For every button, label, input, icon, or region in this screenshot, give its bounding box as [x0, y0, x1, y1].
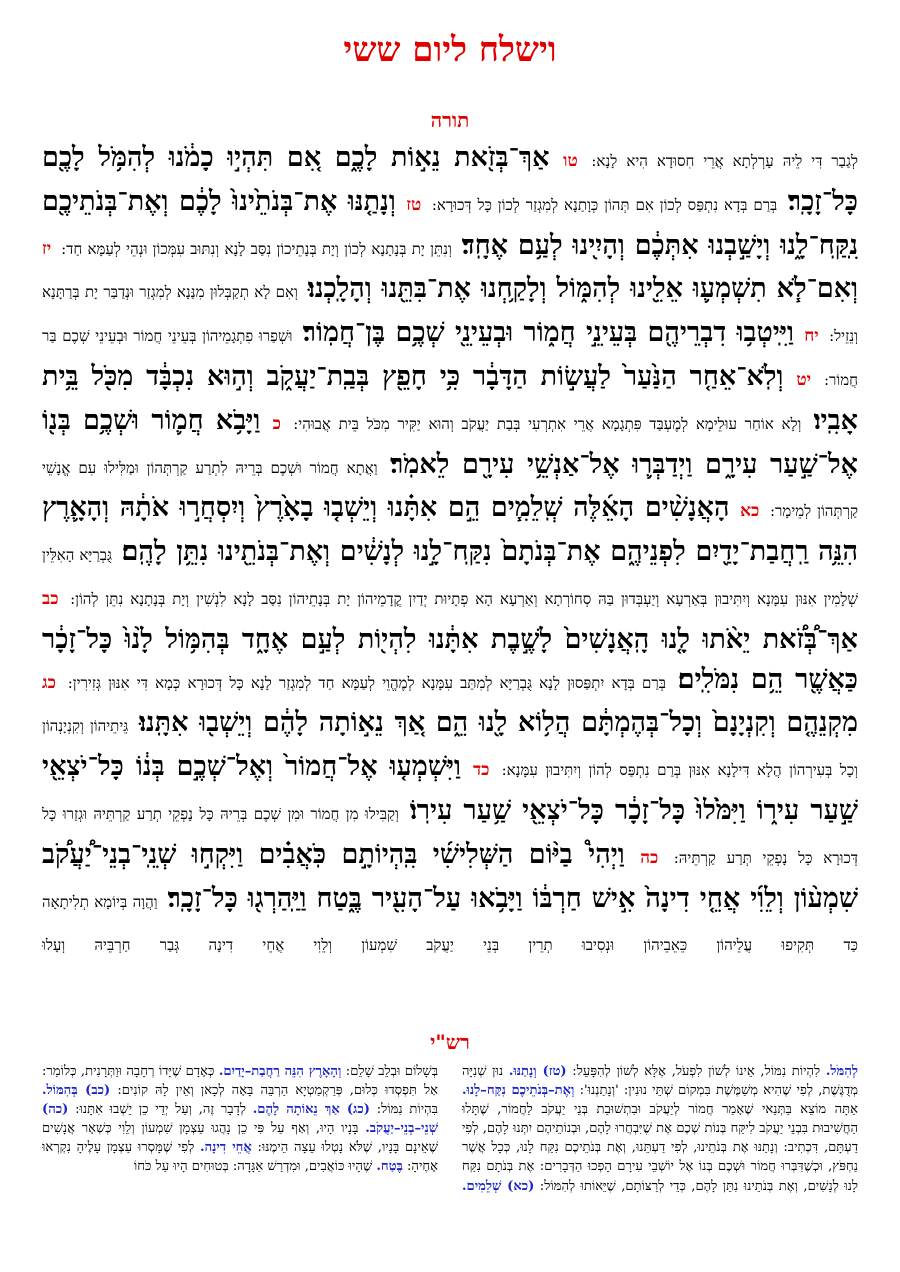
targum-text: וְלָא אוֹחַר עוּלֵימָא לְמֶעְבַּד פִּתְגָמָא אֲרֵי אִתְרְעִי בְּבַת יַעֲקֹב וְהוּא יַקִּיר מִכֹּל בֵּית אֲבוּהִי:: [293, 414, 802, 433]
rashi-dibur-hamatchil: וְהָאָרֶץ הִנֵּה רַחֲבַת–יָדַיִם.: [218, 1064, 342, 1079]
targum-text: וַאֲתָא חֲמוֹר וּשְׁכֶם בְּרֵיהּ לִתְרַע קַרְתְּהוֹן וּמַלִּילוּ עִם אֱנָשֵׁי קַרְתְּהוֹן לְמֵימָר:: [42, 458, 858, 521]
page-title: וישלח ליום ששי: [343, 30, 557, 70]
rashi-dibur-hamatchil: אֲחֵי דִינָה.: [200, 1140, 252, 1156]
targum-text: בְּרַם בְּדָא יִתְפַּסוּן לָנָא גֻּבְרַיָּא לְמִתַּב עִמָּנָא לְמֶהֱוֵי לְעַמָּא חַד לְמִגְזַר לָנָא כָּל דְּכוּרָא כְּמָא דִּי אִנּוּן גְּזִירִין:: [67, 673, 667, 692]
rashi-body-text: לְפִי שֶׁמָּסְרוּ עַצְמָן עָלֶיהָ נִקְרְאוּ אָחֶיהָ:: [42, 1140, 438, 1175]
torah-text: [42, 138, 858, 966]
verse-number: טו: [563, 151, 578, 171]
rashi-dibur-hamatchil: וְאֶת–בְּנֹתֵיכֶם נִקַּח–לָנוּ.: [462, 1083, 575, 1099]
verse-text: וַיְהִי֩ בַיּ֨וֹם הַשְּׁלִישִׁ֜י בִּֽהְיוֹתָ֣ם כֹּֽאֲבִ֗ים וַיִּקְח֣וּ שְׁנֵֽי־בְנֵי־יַ֠עֲקֹ֠ב שִׁמְע֨וֹן וְלֵוִ֜י אֲחֵ֤י דִינָה֙ אִ֣ישׁ חַרְבּ֔וֹ וַיָּבֹ֥אוּ עַל־הָעִ֖יר בֶּ֑טַח וַיַּֽהַרְג֖וּ כָּל־זָכָֽר׃: [42, 838, 858, 914]
rashi-dibur-hamatchil: לְהִמֹּל.: [825, 1064, 858, 1079]
rashi-body-text: נוּן שְׁנִיָּה מְדֻגֶּשֶׁת, לְפִי שֶׁהִיא מְשַׁמֶּשֶׁת בִּמְקוֹם שְׁתֵּי נוּנִין: 'וְנָתַנְנוּ':: [462, 1064, 858, 1099]
verse-text: אַךְ־בְּזֹ֖את נֵא֣וֹת לָכֶ֑ם אִ֚ם תִּהְי֣וּ כָמֹ֔נוּ לְהִמֹּ֥ל לָכֶ֖ם כָּל־זָכָֽר׃: [42, 142, 858, 217]
rashi-dibur-hamatchil: (כא) שְׁלֵמִים.: [462, 1178, 535, 1194]
rashi-dibur-hamatchil: בֶּטַח.: [376, 1159, 403, 1175]
rashi-body-text: שֶׁהָיוּ כּוֹאֲבִים, וּמִדְרַשׁ אַגָּדָה: בְּטוּחִים הָיוּ עַל כֹּחוֹ: [133, 1159, 373, 1175]
verse-text: וַיָּבֹ֥א חֲמ֛וֹר וּשְׁכֶ֥ם בְּנ֖וֹ אֶל־שַׁ֣עַר עִירָ֑ם וַיְדַבְּר֛וּ אֶל־אַנְשֵׁ֥י עִירָ֖ם לֵאמֹֽר׃: [42, 404, 858, 480]
targum-text: וּשְׁפַרוּ פִתְגָמֵיהוֹן בְּעֵינֵי חֲמוֹר וּבְעֵינֵי שְׁכֶם בַּר חֲמוֹר:: [42, 327, 858, 389]
targum-text: וַהֲוָה בְּיוֹמָא תְלִיתָאָה כַּד תְּקִיפוּ עֲלֵיהוֹן כֵּאֵבֵיהוֹן וּנְסִיבוּ תְרֵין בְּנֵי יַעֲקֹב שִׁמְעוֹן וְלֵוִי אֲחֵי דִינָה גְּבַר חַרְבֵּיהּ וְעָלוּ: [42, 892, 858, 955]
targum-text: גֻּבְרַיָּא הָאִלֵּין שְׁלָמִין אִנּוּן עִמָּנָא וְיִתִּיבוּן בְּאַרְעָא וְיַעְבְּדוּן בַּהּ סְחוֹרְתָא וְאַרְעָא הָא פְתָיוּת יְדַיִן קֳדָמֵיהוֹן יָת בְּנָתֵיהוֹן נִסַּב לָנָא לִנְשִׁין וְיָת בְּנָתָנָא נִתֵּן לְהוֹן:: [42, 546, 858, 608]
targum-text: בְּרַם בְּדָא נִתְפַּס לְכוֹן אִם תְּהוֹן כְּוָתַנָא לְמִגְזַר לְכוֹן כָּל דְּכוּרָא:: [431, 195, 778, 214]
rashi-dibur-hamatchil: (כב) בְּהִמּוֹל.: [42, 1083, 111, 1099]
torah-heading: תורה: [430, 108, 470, 132]
verse-text: אַךְ־בְּ֠זֹ֠את יֵאֹ֨תוּ לָ֤נוּ הָֽאֲנָשִׁים֙ לָשֶׁ֣בֶת אִתָּ֔נוּ לִהְי֖וֹת לְעַ֣ם אֶחָ֑ד בְּהִמּ֥וֹל לָ֙נוּ֙ כָּל־זָכָ֔ר כַּאֲשֶׁ֖ר הֵ֥ם נִמֹּלִֽים׃: [42, 623, 858, 695]
targum-text: וְאִם לָא תְקַבְּלוּן מִנַּנָא לְמִגְזַר וּנְדַבַּר יָת בְּרַתָּנָא וְנֵזֵיל:: [42, 283, 859, 346]
rashi-dibur-hamatchil: (כג) אַךְ נֵאוֹתָה לָהֶם.: [252, 1102, 370, 1118]
targum-text: לְגַבַר דִּי לֵיהּ עָרְלְתָא אֲרֵי חִסוּדָא הִיא לָנָא:: [591, 152, 858, 170]
rashi-commentary: [42, 1062, 858, 1257]
verse-number: כד: [473, 760, 490, 781]
verse-text: וַיִּֽיטְב֥וּ דִבְרֵיהֶ֖ם בְּעֵינֵ֣י חֲמ֑וֹר וּבְעֵינֵ֖י שְׁכֶ֥ם בֶּן־חֲמֽוֹר׃: [302, 317, 794, 349]
verse-number: יז: [42, 238, 52, 259]
rashi-body-text: לְדָבָר זֶה, וְעַל יְדֵי כֵן יֵשְׁבוּ אִתָּנוּ:: [75, 1102, 246, 1118]
rashi-body-text: כְּאָדָם שֶׁיָּדוֹ רְחָבָה וּוַתְּרָנִית, כְּלוֹמַר: אַל תִּפְסְדוּ כְּלוּם, פְּרַקְמַטְיָא הַרְבֵּה בָּאָה לְכָאן וְאֵין לָהּ קוֹנִים:: [42, 1064, 439, 1099]
rashi-dibur-hamatchil: (כה) שְׁנֵי–בְנֵי–יַעֲקֹב.: [42, 1102, 438, 1137]
verse-text: וְאִם־לֹ֧א תִשְׁמְע֛וּ אֵלֵ֖ינוּ לְהִמּ֑וֹל וְלָקַ֥חְנוּ אֶת־בִּתֵּ֖נוּ וְהָלָֽכְנוּ׃: [307, 273, 859, 305]
verse-text: וַיִּשְׁמְע֤וּ אֶל־חֲמוֹר֙ וְאֶל־שְׁכֶ֣ם בְּנ֔וֹ כָּל־יֹצְאֵ֖י שַׁ֣עַר עִיר֑וֹ וַיִּמֹּ֙לוּ֙ כָּל־זָכָ֔ר כָּל־יֹצְאֵ֖י שַׁ֥עַר עִירֽוֹ׃: [42, 751, 858, 826]
rashi-body-text: אַתָּה מוֹצֵא בַּתְּנַאי שֶׁאָמַר חֲמוֹר לְיַעֲקֹב וּבִתְשׁוּבַת בְּנֵי יַעֲקֹב לַחֲמוֹר, שֶׁתָּלוּ הַחֲשִׁיבוּת בִּבְנֵי יַעֲקֹב לִיקַּח בְּנוֹת שְׁכֶם אֶת שֶׁיִּבְחֲרוּ לָהֶם, וּבְנוֹתֵיהֶם יִתְּנוּ לָהֶם, לְפִי דַעְתָּם, דִּכְתִיב: וְנָתַנּוּ אֶת בְּנֹתֵינוּ, לְפִי דַעְתֵּנוּ, וְאֶת בְּנֹתֵיכֶם נִקַּח לָנוּ, כְּכָל אֲשֶׁר נַחְפֹּץ, וּכְשֶׁדִּבְּרוּ חֲמוֹר וּשְׁכֶם בְּנוֹ אֶל יוֹשְׁבֵי עִירָם הָפְכוּ הַדְּבָרִים: אֶת בְּנֹתָם נִקַּח לָנוּ לְנָשִׁים, וְאֶת בְּנֹתֵינוּ נִתֵּן לָהֶם, כְּדֵי לְרַצּוֹתָם, שֶׁיֵּאוֹתוּ לְהִמּוֹל:: [462, 1102, 858, 1194]
verse-number: כ: [272, 413, 281, 434]
targum-text: וְנִתֵּן יָת בְּנָתָנָא לְכוֹן וְיָת בְּנָתֵיכוֹן נִסַּב לָנָא וְנִתּוּב עִמְּכוֹן וּנְהֵי לְעַמָּא חַד:: [61, 239, 452, 258]
verse-text: וְלֹֽא־אֵחַ֤ר הַנַּ֙עַר֙ לַעֲשׂ֣וֹת הַדָּבָ֔ר כִּ֥י חָפֵ֖ץ בְּבַֽת־יַעֲקֹ֑ב וְה֣וּא נִכְבָּ֔ד מִכֹּ֖ל בֵּ֥ית אָבִֽיו׃: [42, 360, 858, 436]
rashi-dibur-hamatchil: (טז) וְנָתַנּוּ.: [508, 1064, 567, 1079]
targum-text: גֵּיתֵיהוֹן וְקִנְיָנְהוֹן וְכָל בְּעִירְהוֹן הֲלָא דִּילָנָא אִנּוּן בְּרַם נִתְפַּס לְהוֹן וְיִתִּיבוּן עִמָּנָא:: [42, 717, 858, 780]
verse-number: יט: [796, 369, 812, 390]
rashi-body-text: לִהְיוֹת נִמּוֹל, אֵינוֹ לְשׁוֹן לִפְעֹל, אֶלָּא לְשׁוֹן לְהִפָּעֵל:: [572, 1064, 821, 1079]
verse-number: כא: [740, 501, 760, 522]
verse-text: מִקְנֵהֶ֤ם וְקִנְיָנָם֙ וְכָל־בְּהֶמְתָּ֔ם הֲל֥וֹא לָ֖נוּ הֵ֑ם אַ֚ךְ נֵא֣וֹתָה לָהֶ֔ם וְיֵשְׁב֖וּ אִתָּֽנוּ׃: [138, 707, 859, 739]
verse-text: וְנָתַ֤נּוּ אֶת־בְּנֹתֵ֙ינוּ֙ לָכֶ֔ם וְאֶת־בְּנֹתֵיכֶ֖ם נִֽקַּֽח־לָ֑נוּ וְיָשַׁ֣בְנוּ אִתְּכֶ֔ם וְהָיִ֖ינוּ לְעַ֥ם אֶחָֽד׃: [42, 185, 858, 261]
rashi-heading: רש"י: [430, 1030, 470, 1054]
targum-text: וְקַבִּילוּ מִן חֲמוֹר וּמִן שְׁכֶם בְּרֵיהּ כָּל נָפְקֵי תְרַע קַרְתֵּיהּ וּגְזַרוּ כָּל דְּכוּרָא כָּל נָפְקֵי תְּרַע קַרְתֵּיהּ:: [42, 804, 859, 867]
rashi-body-text: בָּנָיו הָיוּ, וְאַף עַל פִּי כֵן נָהֲגוּ עַצְמָן שִׁמְעוֹן וְלֵוִי כְּשְׁאָר אֲנָשִׁים שֶׁאֵינָם בָּנָיו, שֶׁלֹּא נָטְלוּ עֵצָה הֵימֶנּוּ:: [42, 1121, 439, 1156]
rashi-body-text: בְּשָׁלוֹם וּבְלֵב שָׁלֵם:: [345, 1064, 439, 1079]
verse-number: יח: [804, 326, 819, 347]
verse-number: טז: [406, 194, 422, 215]
rashi-body-text: בִּהְיוֹת נִמּוֹל:: [376, 1102, 438, 1118]
verse-number: כה: [640, 847, 659, 868]
verse-number: כב: [42, 588, 59, 609]
verse-text: הָאֲנָשִׁ֨ים הָאֵ֜לֶּה שְֽׁלֵמִ֧ים הֵ֣ם אִתָּ֗נוּ וְיֵשְׁב֤וּ בָאָ֙רֶץ֙ וְיִסְחֲר֣וּ אֹתָ֔הּ וְהָאָ֛רֶץ הִנֵּ֥ה רַֽחֲבַת־יָדַ֖יִם לִפְנֵיהֶ֑ם אֶת־בְּנֹתָם֙ נִקַּֽח־לָ֣נוּ לְנָשִׁ֔ים וְאֶת־בְּנֹתֵ֖ינוּ נִתֵּ֥ן לָהֶֽם׃: [42, 492, 858, 568]
verse-number: כג: [42, 672, 56, 693]
